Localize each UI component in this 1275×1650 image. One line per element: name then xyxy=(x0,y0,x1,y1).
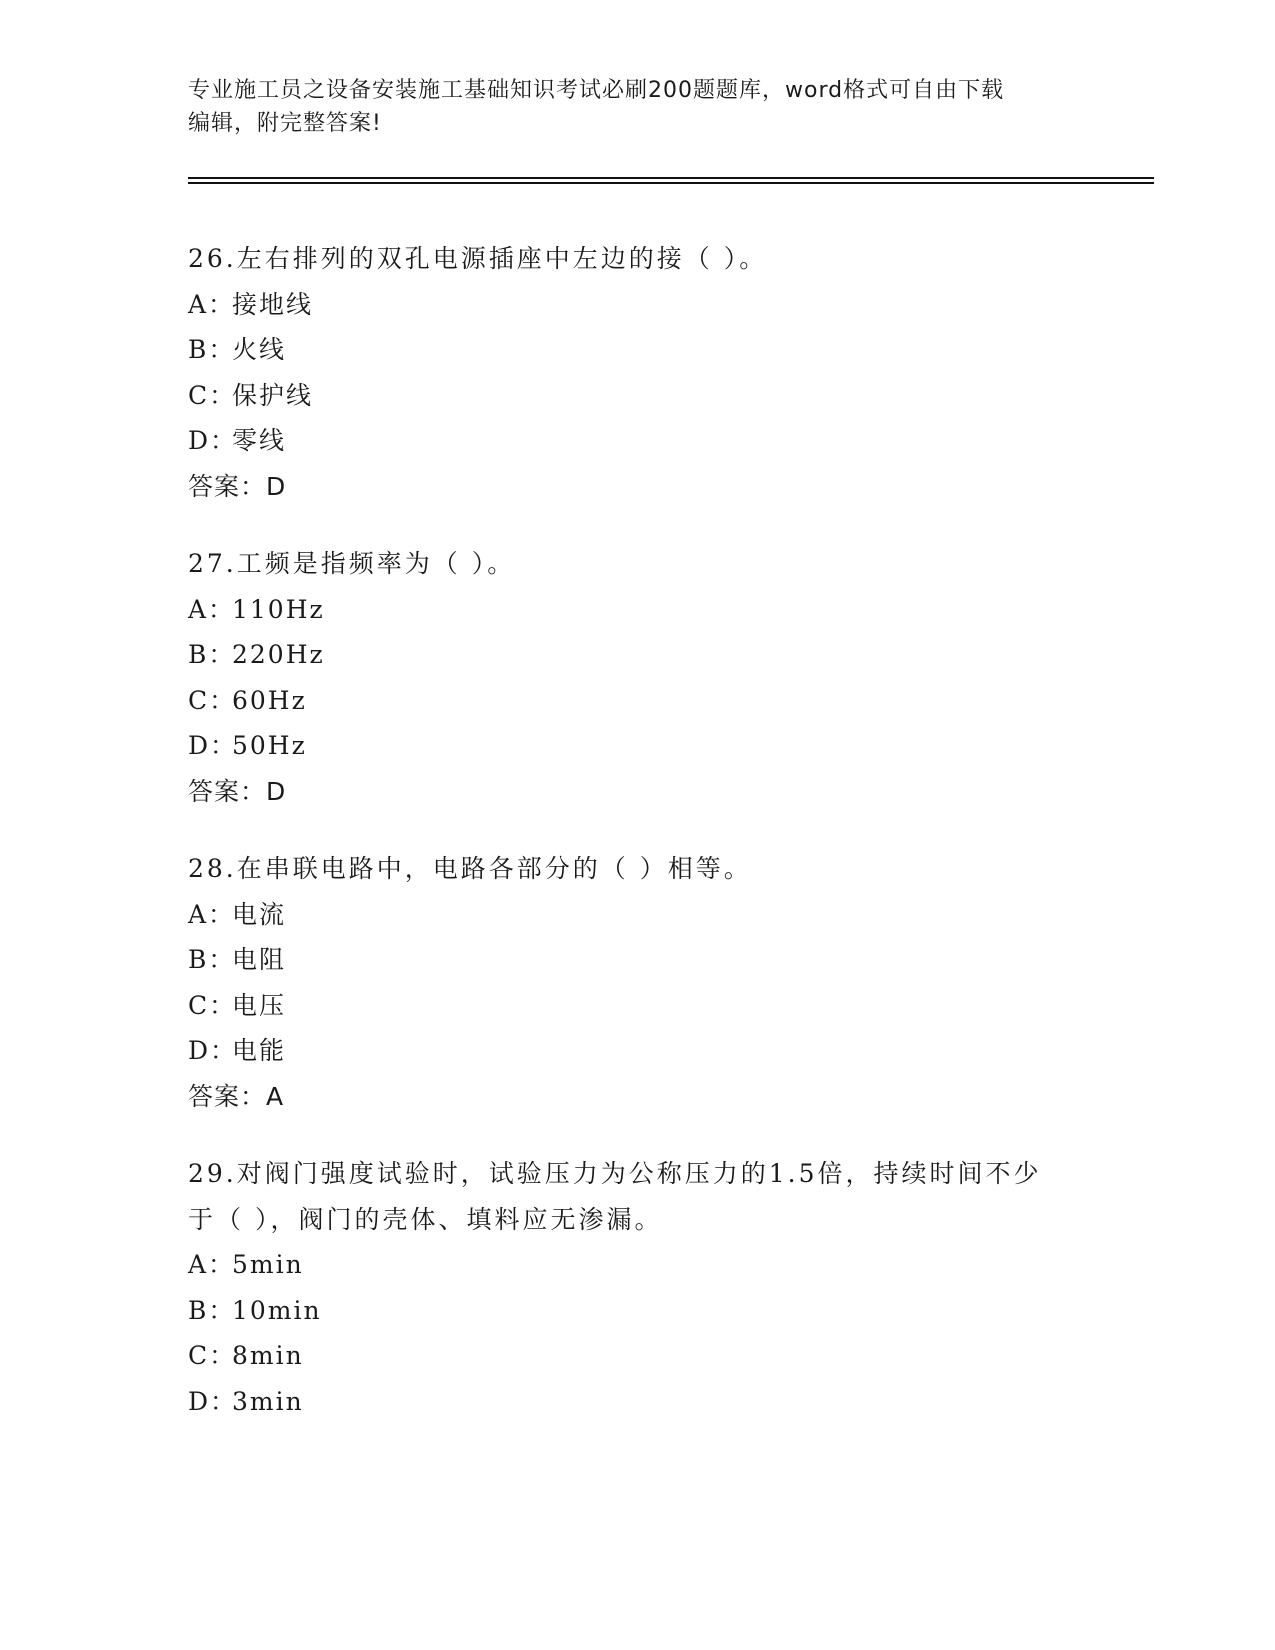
header-divider-bottom xyxy=(188,182,1154,184)
option-key: B： xyxy=(188,335,236,364)
question-text: 在串联电路中，电路各部分的（ ）相等。 xyxy=(236,854,752,883)
answer-line: 答案：D xyxy=(188,471,287,501)
option-a xyxy=(188,282,1138,328)
option-c xyxy=(188,678,1138,724)
option-text: 60Hz xyxy=(232,685,307,715)
option-text: 保护线 xyxy=(232,380,314,410)
question-text-continued: 于（ ），阀门的壳体、填料应无渗漏。 xyxy=(188,1204,663,1234)
option-key: D： xyxy=(188,1036,238,1065)
question-number: 27. xyxy=(188,549,237,578)
option-key: A： xyxy=(188,1250,236,1279)
option-text: 220Hz xyxy=(232,640,325,669)
question-stem xyxy=(188,541,1138,587)
question-26 xyxy=(188,236,1138,509)
answer-line: 答案：A xyxy=(188,1081,285,1111)
option-b xyxy=(188,632,1138,678)
option-d xyxy=(188,1028,1138,1074)
option-text: 火线 xyxy=(232,335,287,364)
question-number: 26. xyxy=(188,244,237,273)
option-key: A： xyxy=(188,594,236,624)
option-key: C： xyxy=(188,990,237,1020)
option-key: A： xyxy=(188,899,236,929)
option-b xyxy=(188,937,1138,983)
option-key: B： xyxy=(188,945,236,974)
option-text: 电压 xyxy=(232,990,287,1020)
question-27 xyxy=(188,541,1138,814)
question-stem xyxy=(188,236,1138,282)
option-text: 接地线 xyxy=(232,289,314,319)
option-a xyxy=(188,587,1138,633)
option-key: C： xyxy=(188,380,237,410)
option-key: B： xyxy=(188,640,236,669)
option-text: 110Hz xyxy=(232,594,325,624)
question-stem xyxy=(188,1151,1138,1197)
option-key: A： xyxy=(188,289,236,319)
option-a xyxy=(188,1242,1138,1288)
option-text: 10min xyxy=(232,1295,322,1325)
option-text: 8min xyxy=(232,1341,304,1370)
question-text: 工频是指频率为（ ）。 xyxy=(236,549,516,578)
answer-line: 答案：D xyxy=(188,776,287,806)
header-divider-top xyxy=(188,177,1154,179)
question-number: 28. xyxy=(188,854,237,883)
option-text: 电能 xyxy=(232,1036,287,1065)
option-d xyxy=(188,1379,1138,1425)
option-key: D： xyxy=(188,426,238,455)
option-key: D： xyxy=(188,731,238,760)
option-d xyxy=(188,418,1138,464)
option-key: C： xyxy=(188,685,237,715)
option-key: D： xyxy=(188,1386,238,1416)
question-29 xyxy=(188,1151,1138,1424)
option-c xyxy=(188,983,1138,1029)
question-text: 左右排列的双孔电源插座中左边的接（ ）。 xyxy=(236,244,768,273)
question-list xyxy=(188,236,1138,1456)
option-a xyxy=(188,892,1138,938)
option-text: 3min xyxy=(232,1386,304,1416)
option-b xyxy=(188,327,1138,373)
option-b xyxy=(188,1288,1138,1334)
option-text: 零线 xyxy=(232,426,287,455)
header-title-line-1: 专业施工员之设备安装施工基础知识考试必刷200题题库，word格式可自由下载 xyxy=(188,78,1005,103)
option-key: C： xyxy=(188,1341,237,1370)
question-stem xyxy=(188,846,1138,892)
option-text: 电流 xyxy=(232,899,287,929)
document-header xyxy=(188,74,1088,140)
question-28 xyxy=(188,846,1138,1119)
question-text: 对阀门强度试验时，试验压力为公称压力的1.5倍，持续时间不少 xyxy=(236,1159,1042,1188)
option-c xyxy=(188,373,1138,419)
header-title-line-2: 编辑，附完整答案! xyxy=(188,111,382,136)
option-text: 电阻 xyxy=(232,945,287,974)
option-key: B： xyxy=(188,1295,236,1325)
option-d xyxy=(188,723,1138,769)
option-c xyxy=(188,1333,1138,1379)
option-text: 50Hz xyxy=(232,731,307,760)
option-text: 5min xyxy=(232,1250,304,1279)
question-number: 29. xyxy=(188,1159,237,1188)
